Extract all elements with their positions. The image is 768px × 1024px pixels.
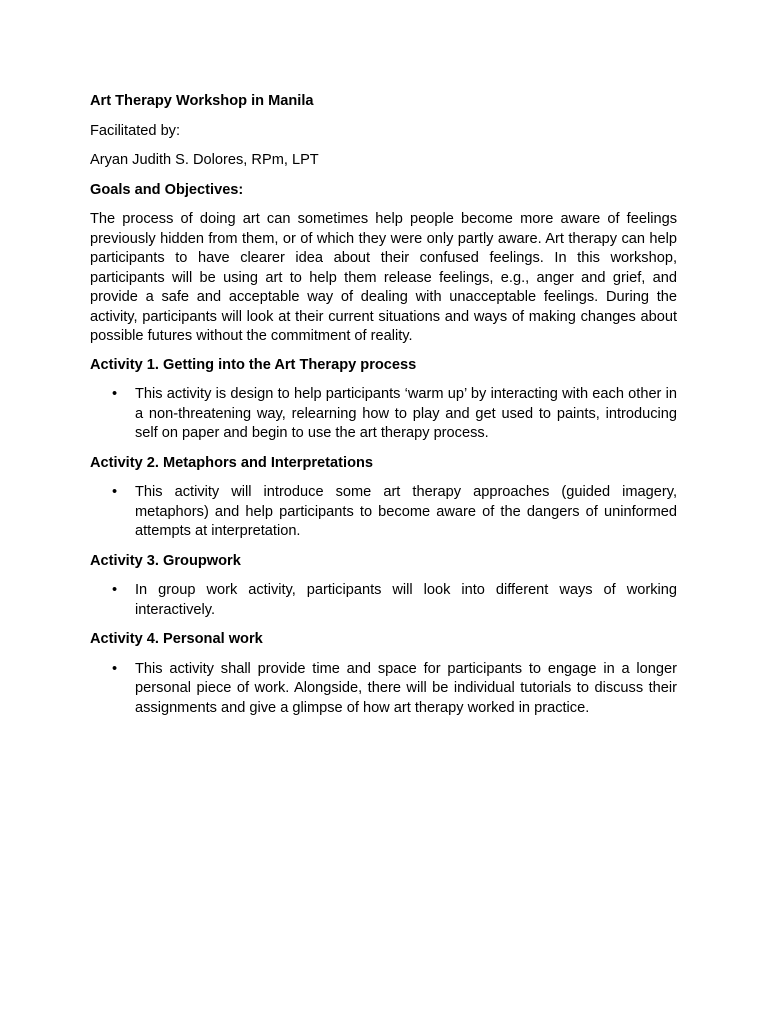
goals-heading: Goals and Objectives: bbox=[90, 181, 244, 198]
activity-4-item bbox=[90, 660, 677, 719]
activity-1-heading: Activity 1. Getting into the Art Therapy process bbox=[90, 356, 417, 373]
activity-3-heading: Activity 3. Groupwork bbox=[90, 552, 241, 569]
activity-1-item bbox=[90, 385, 677, 444]
facilitated-label: Facilitated by: bbox=[90, 122, 181, 139]
activity-1-text: This activity is design to help participants ‘warm up’ by interacting with each other in a non-threatening way, relearning how to play and get used to paints, introducing self on paper and begin to use the art therapy process. bbox=[135, 386, 677, 441]
document-page bbox=[90, 92, 677, 728]
activity-2-heading: Activity 2. Metaphors and Interpretations bbox=[90, 454, 374, 471]
activity-3-item bbox=[90, 581, 677, 620]
goals-paragraph: The process of doing art can sometimes help people become more aware of feelings previously hidden from them, or of which they were only partly aware. Art therapy can help participants to have clearer idea about their confused feelings. In this workshop, participants will be using art to help them release feelings, e.g., anger and grief, and provide a safe and acceptable way of dealing with unacceptable feelings. During the activity, participants will look at their current situations and ways of making changes about possible futures without the commitment of reality. bbox=[90, 211, 677, 344]
activity-2-item bbox=[90, 483, 677, 542]
bullet-icon: • bbox=[112, 386, 118, 402]
bullet-icon: • bbox=[112, 582, 118, 598]
activity-3-text: In group work activity, participants will look into different ways of working interactively. bbox=[135, 582, 677, 618]
activity-2-list bbox=[90, 483, 677, 542]
bullet-icon: • bbox=[112, 484, 118, 500]
activity-2-text: This activity will introduce some art therapy approaches (guided imagery, metaphors) and help participants to become aware of the dangers of uninformed attempts at interpretation. bbox=[135, 484, 677, 539]
activity-4-list bbox=[90, 660, 677, 719]
activity-3-list bbox=[90, 581, 677, 620]
bullet-icon: • bbox=[112, 660, 118, 677]
activity-4-text: This activity shall provide time and space for participants to engage in a longer personal piece of work. Alongside, there will be individual tutorials to discuss their assignments and give a glimpse of how art therapy worked in practice. bbox=[135, 660, 677, 716]
document-title: Art Therapy Workshop in Manila bbox=[90, 93, 314, 109]
facilitator-name: Aryan Judith S. Dolores, RPm, LPT bbox=[90, 152, 319, 168]
activity-4-heading: Activity 4. Personal work bbox=[90, 631, 263, 647]
activity-1-list bbox=[90, 385, 677, 444]
